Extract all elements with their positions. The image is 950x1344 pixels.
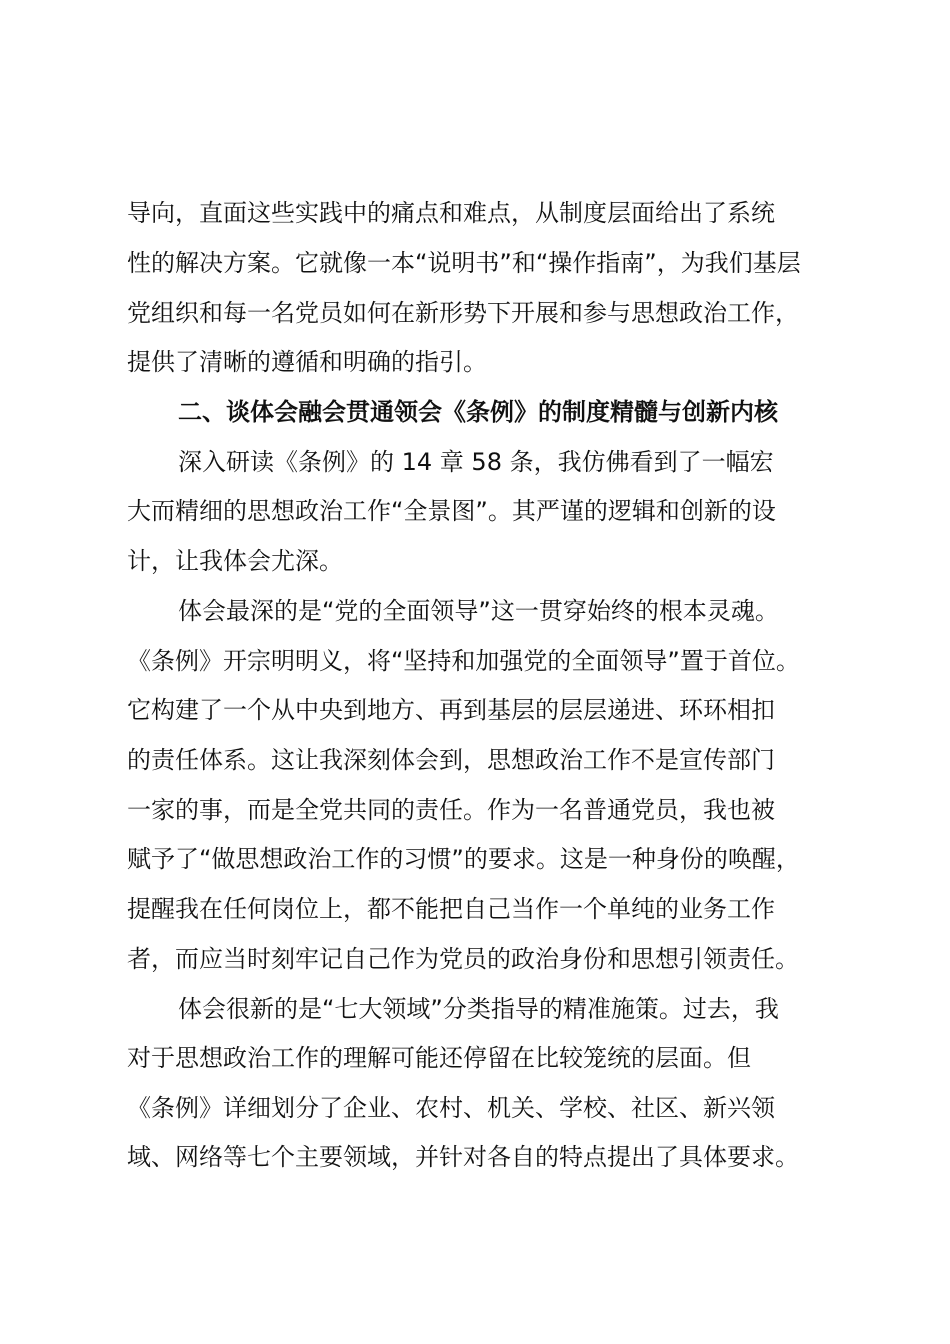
paragraph-line: 提醒我在任何岗位上，都不能把自己当作一个单纯的业务工作 bbox=[127, 895, 775, 923]
paragraph-line: 体会最深的是“党的全面领导”这一贯穿始终的根本灵魂。 bbox=[178, 597, 779, 625]
paragraph-line: 提供了清晰的遵循和明确的指引。 bbox=[127, 348, 487, 376]
paragraph-line: 导向，直面这些实践中的痛点和难点，从制度层面给出了系统 bbox=[127, 199, 775, 227]
paragraph-line: 者，而应当时刻牢记自己作为党员的政治身份和思想引领责任。 bbox=[127, 945, 799, 973]
paragraph-line: 计，让我体会尤深。 bbox=[127, 547, 343, 575]
paragraph-line: 一家的事，而是全党共同的责任。作为一名普通党员，我也被 bbox=[127, 796, 775, 824]
paragraph-line: 《条例》开宗明明义，将“坚持和加强党的全面领导”置于首位。 bbox=[127, 647, 800, 675]
paragraph-line: 体会很新的是“七大领域”分类指导的精准施策。过去，我 bbox=[178, 995, 779, 1023]
paragraph-line: 对于思想政治工作的理解可能还停留在比较笼统的层面。但 bbox=[127, 1044, 751, 1072]
paragraph-line: 大而精细的思想政治工作“全景图”。其严谨的逻辑和创新的设 bbox=[127, 497, 776, 525]
paragraph-line: 赋予了“做思想政治工作的习惯”的要求。这是一种身份的唤醒， bbox=[127, 845, 800, 873]
paragraph-line: 《条例》详细划分了企业、农村、机关、学校、社区、新兴领 bbox=[127, 1094, 775, 1122]
paragraph-line: 深入研读《条例》的 14 章 58 条，我仿佛看到了一幅宏 bbox=[178, 448, 774, 476]
section-heading: 二、谈体会融会贯通领会《条例》的制度精髓与创新内核 bbox=[178, 398, 778, 426]
paragraph-line: 的责任体系。这让我深刻体会到，思想政治工作不是宣传部门 bbox=[127, 746, 775, 774]
paragraph-line: 性的解决方案。它就像一本“说明书”和“操作指南”，为我们基层 bbox=[127, 249, 801, 277]
paragraph-line: 它构建了一个从中央到地方、再到基层的层层递进、环环相扣 bbox=[127, 696, 775, 724]
paragraph-line: 域、网络等七个主要领域，并针对各自的特点提出了具体要求。 bbox=[127, 1143, 799, 1171]
paragraph-line: 党组织和每一名党员如何在新形势下开展和参与思想政治工作， bbox=[127, 299, 799, 327]
